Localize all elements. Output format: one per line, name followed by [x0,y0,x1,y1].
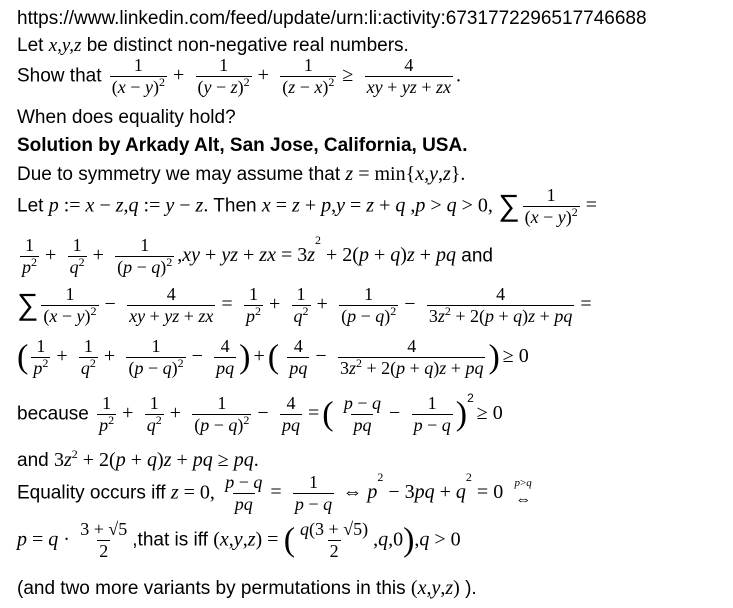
equality-occurs-text: Equality occurs iff [17,482,166,504]
and-word: and [461,245,493,267]
let-p-word: Let [17,195,44,217]
distinct-text: be distinct non-negative real numbers. [86,35,409,56]
substitution-line: Let p := x − z,q := y − z. Then x = z + p,y = z + q ,p > q > 0, ∑ $\frac{1}{(x - y)^2}$ = [17,185,598,227]
solution-line: p = q · $\frac{3 + √5}{2}$ ,that is iff (x,y,z) = ( $\frac{q(3 + √5)}{2}$ ,q,0),q > 0 [17,519,461,561]
problem-statement-line1: Let x,y,z be distinct non-negative real numbers. [17,35,409,56]
author-name: Solution by Arkady Alt [17,135,220,156]
grouped-line: ( $\frac{1}{p^2}$ + $\frac{1}{q^2}$ + $\frac{1}{(p - q)^2}$ − $\frac{4}{pq}$ ) +( $\frac{4}{pq}$ − $\frac{4}{3z^2 + 2(p + q)z + pq}$ ) ≥ 0 [17,336,529,378]
author-location: , San Jose, California, USA. [219,135,468,156]
and-bound-line: and $3z^2 + 2(p + q)z$ + pq ≥ pq. [17,447,259,471]
and-line-word: and [17,450,49,471]
symmetry-text: Due to symmetry we may assume that [17,164,341,185]
because-line: because $\frac{1}{p^2}$ + $\frac{1}{q^2}$ + $\frac{1}{(p - q)^2}$ − $\frac{4}{pq}$ =( $\frac{p - q}{pq}$ − $\frac{1}{p - q}$ )$^2$≥ 0 [17,391,503,435]
let-word: Let [17,35,44,56]
show-that-text: Show that [17,65,102,87]
final-note-end: ). [465,578,477,599]
equality-question: When does equality hold? [17,107,236,128]
inequality-statement: Show that $\frac{1}{(x - y)^2}$ + $\frac{1}{(y - z)^2}$ + $\frac{1}{(z - x)^2}$ ≥ $\frac{4}{xy + yz + zx}$ . [17,55,461,97]
because-word: because [17,403,89,425]
symmetry-line: Due to symmetry we may assume that z = min{x,y,z}. [17,163,466,185]
solution-author [17,136,467,155]
expansion-line: $\frac{1}{p^2}$ + $\frac{1}{q^2}$ + $\frac{1}{(p - q)^2}$ ,xy + yz + zx = $3z^2 + 2(p + q)z$ + pq and [22,233,493,277]
final-note: (and two more variants by permutations in this (x,y,z) ). [17,577,477,599]
then-word: Then [213,195,257,217]
final-note-text: (and two more variants by permutations in this [17,578,406,599]
that-is-text: ,that is iff [132,529,208,551]
source-url: https://www.linkedin.com/feed/update/urn:li:activity:6731772296517746688 [17,8,647,29]
difference-line: ∑ $\frac{1}{(x - y)^2}$ − $\frac{4}{xy + yz + zx}$ = $\frac{1}{p^2}$ + $\frac{1}{q^2}$ + $\frac{1}{(p - q)^2}$ − $\frac{4}{3z^2 + 2(p + q)z + pq}$ = [17,284,592,326]
equality-line: Equality occurs iff z = 0, $\frac{p - q}{pq}$ = $\frac{1}{p - q}$ ⇔ $p^2 - 3pq + q^2 = 0$ p>q ⇔ [17,470,532,514]
